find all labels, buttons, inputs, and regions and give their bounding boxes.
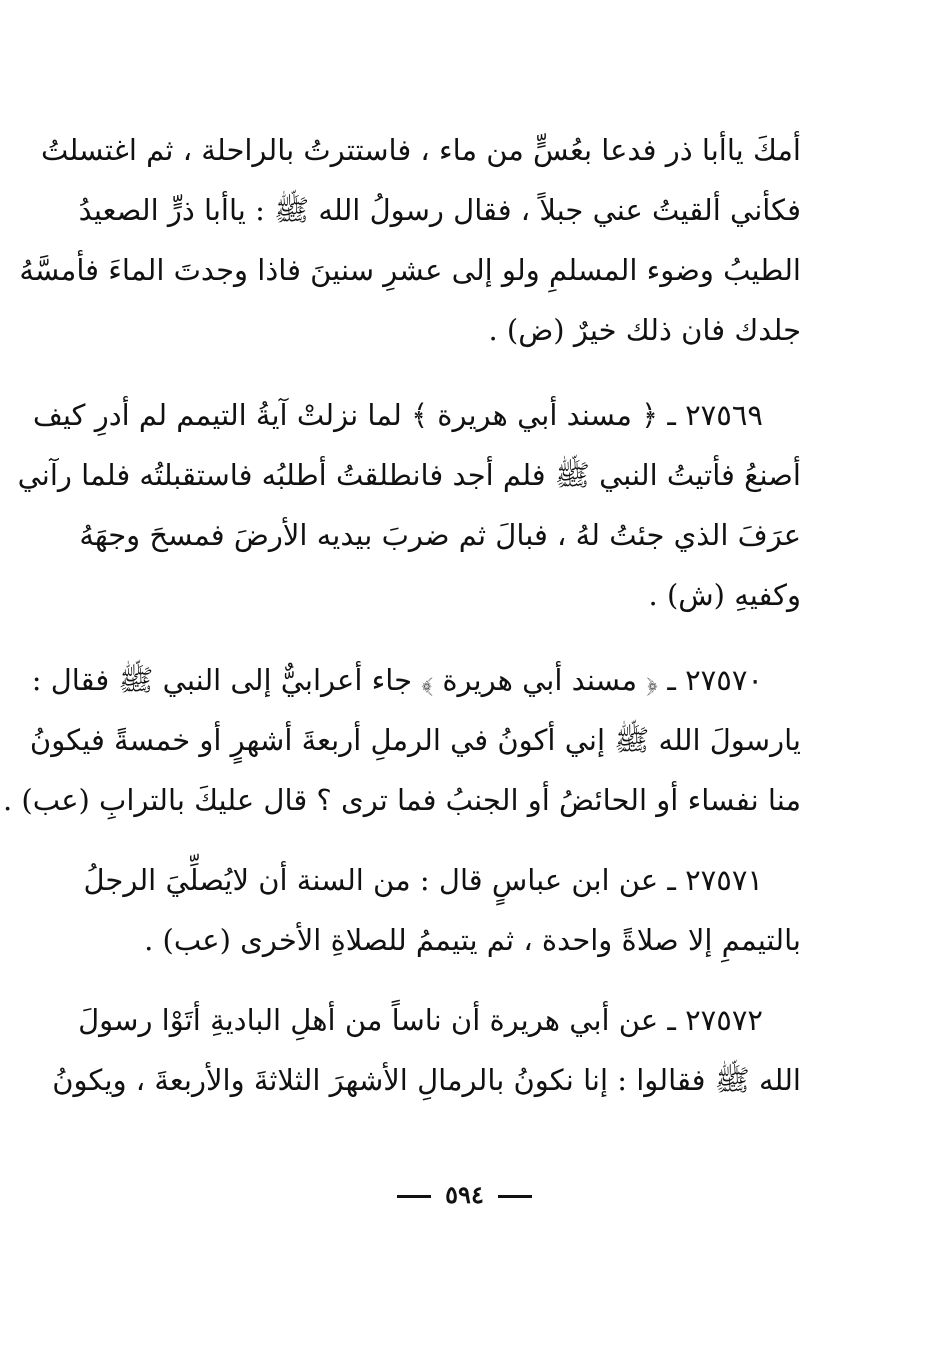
- page-footer: [0, 1180, 929, 1210]
- hadith-27572: [52, 990, 801, 1110]
- footer-dash: [397, 1195, 431, 1198]
- text-line: وكفيهِ (ش) .: [648, 578, 801, 612]
- hadith-27570: [2, 650, 801, 830]
- text-line: ٢٧٥٧٠ ـ ﴿ مسند أبي هريرة ﴾ جاء أعرابيٌّ إلى النبي ﷺ فقال :: [31, 663, 763, 697]
- page-number: ٥٩٤: [445, 1180, 484, 1209]
- hadith-27569: [17, 385, 801, 625]
- text-line: منا نفساء أو الحائضُ أو الجنبُ فما ترى ؟ قال عليكَ بالترابِ (عب) .: [2, 783, 801, 817]
- footer-dash: [498, 1195, 532, 1198]
- text-line: فكأني ألقيتُ عني جبلاً ، فقال رسولُ الله ﷺ : ياأبا ذرٍّ الصعيدُ: [78, 193, 801, 227]
- text-line: ٢٧٥٧٢ ـ عن أبي هريرة أن ناساً من أهلِ الباديةِ أتَوْا رسولَ: [78, 1003, 763, 1037]
- hadith-27571: [83, 850, 801, 970]
- text-line: يارسولَ الله ﷺ إني أكونُ في الرملِ أربعةَ أشهرٍ أو خمسةً فيكونُ: [29, 723, 801, 757]
- text-line: أمكَ ياأبا ذر فدعا بعُسٍّ من ماء ، فاستترتُ بالراحلة ، ثم اغتسلتُ: [40, 133, 801, 167]
- text-line: أصنعُ فأتيتُ النبي ﷺ فلم أجد فانطلقتُ أطلبُه فاستقبلتُه فلما رآني: [17, 458, 801, 492]
- text-line: الطيبُ وضوء المسلمِ ولو إلى عشرِ سنينَ فاذا وجدتَ الماءَ فأمسَّهُ: [19, 253, 801, 287]
- text-line: الله ﷺ فقالوا : إنا نكونُ بالرمالِ الأشهرَ الثلاثةَ والأربعةَ ، ويكونُ: [52, 1063, 801, 1097]
- text-line: بالتيممِ إلا صلاةً واحدة ، ثم يتيممُ للصلاةِ الأخرى (عب) .: [144, 923, 801, 957]
- text-line: جلدك فان ذلك خيرٌ (ض) .: [488, 313, 801, 347]
- text-line: ٢٧٥٦٩ ـ ﴿ مسند أبي هريرة ﴾ لما نزلتْ آيةُ التيمم لم أدرِ كيف: [32, 398, 763, 432]
- text-line: عرَفَ الذي جئتُ لهُ ، فبالَ ثم ضربَ بيديه الأرضَ فمسحَ وجهَهُ: [79, 518, 801, 552]
- paragraph-continuation: [19, 120, 801, 360]
- text-line: ٢٧٥٧١ ـ عن ابن عباسٍ قال : من السنة أن لايُصلِّيَ الرجلُ: [83, 863, 763, 897]
- document-page: [2, 120, 801, 1110]
